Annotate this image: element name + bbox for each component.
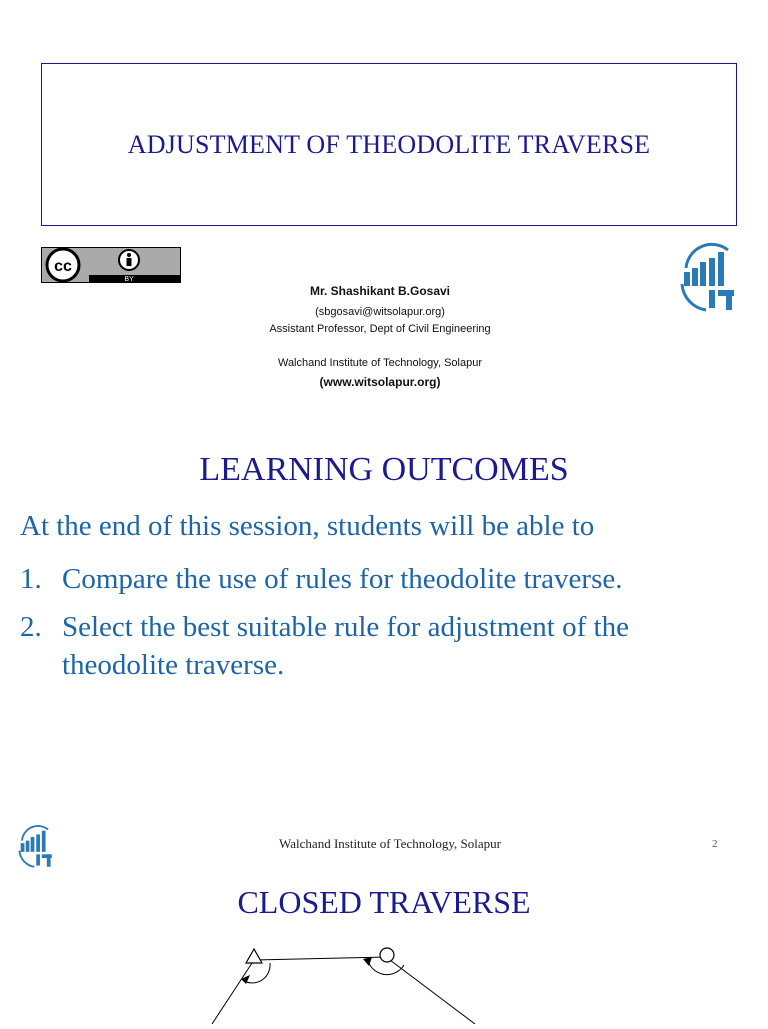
station-triangle-icon [246, 949, 262, 963]
creative-commons-by-icon [41, 247, 181, 283]
list-item-text: Compare the use of rules for theodolite traverse. [62, 563, 623, 595]
cc-label: cc [54, 258, 72, 275]
author-website: (www.witsolapur.org) [319, 375, 441, 389]
author-name: Mr. Shashikant B.Gosavi [309, 284, 451, 298]
learning-outcomes-heading: LEARNING OUTCOMES [199, 451, 569, 488]
slide-title: ADJUSTMENT OF THEODOLITE TRAVERSE [127, 129, 651, 159]
author-role: Assistant Professor, Dept of Civil Engineering [269, 323, 491, 335]
list-item [20, 608, 740, 684]
by-label: BY [124, 276, 134, 283]
list-item [20, 560, 740, 598]
learning-outcomes-intro: At the end of this session, students will be able to [20, 510, 595, 542]
list-item-text: Select the best suitable rule for adjustment of the theodolite traverse. [62, 611, 629, 681]
wit-logo-icon [15, 822, 55, 868]
learning-outcomes-list [20, 560, 740, 694]
list-item-number: 1. [20, 563, 42, 595]
station-circle-icon [380, 948, 394, 962]
author-email: (sbgosavi@witsolapur.org) [315, 306, 445, 318]
author-institute: Walchand Institute of Technology, Solapur [277, 357, 483, 369]
wit-logo-icon [676, 238, 738, 312]
title-box [41, 63, 737, 226]
list-item-number: 2. [20, 611, 42, 643]
closed-traverse-diagram [190, 935, 510, 1024]
closed-traverse-heading: CLOSED TRAVERSE [237, 884, 531, 920]
footer-institute: Walchand Institute of Technology, Solapur [279, 836, 501, 851]
page-number: 2 [712, 838, 718, 850]
author-block [200, 282, 560, 389]
